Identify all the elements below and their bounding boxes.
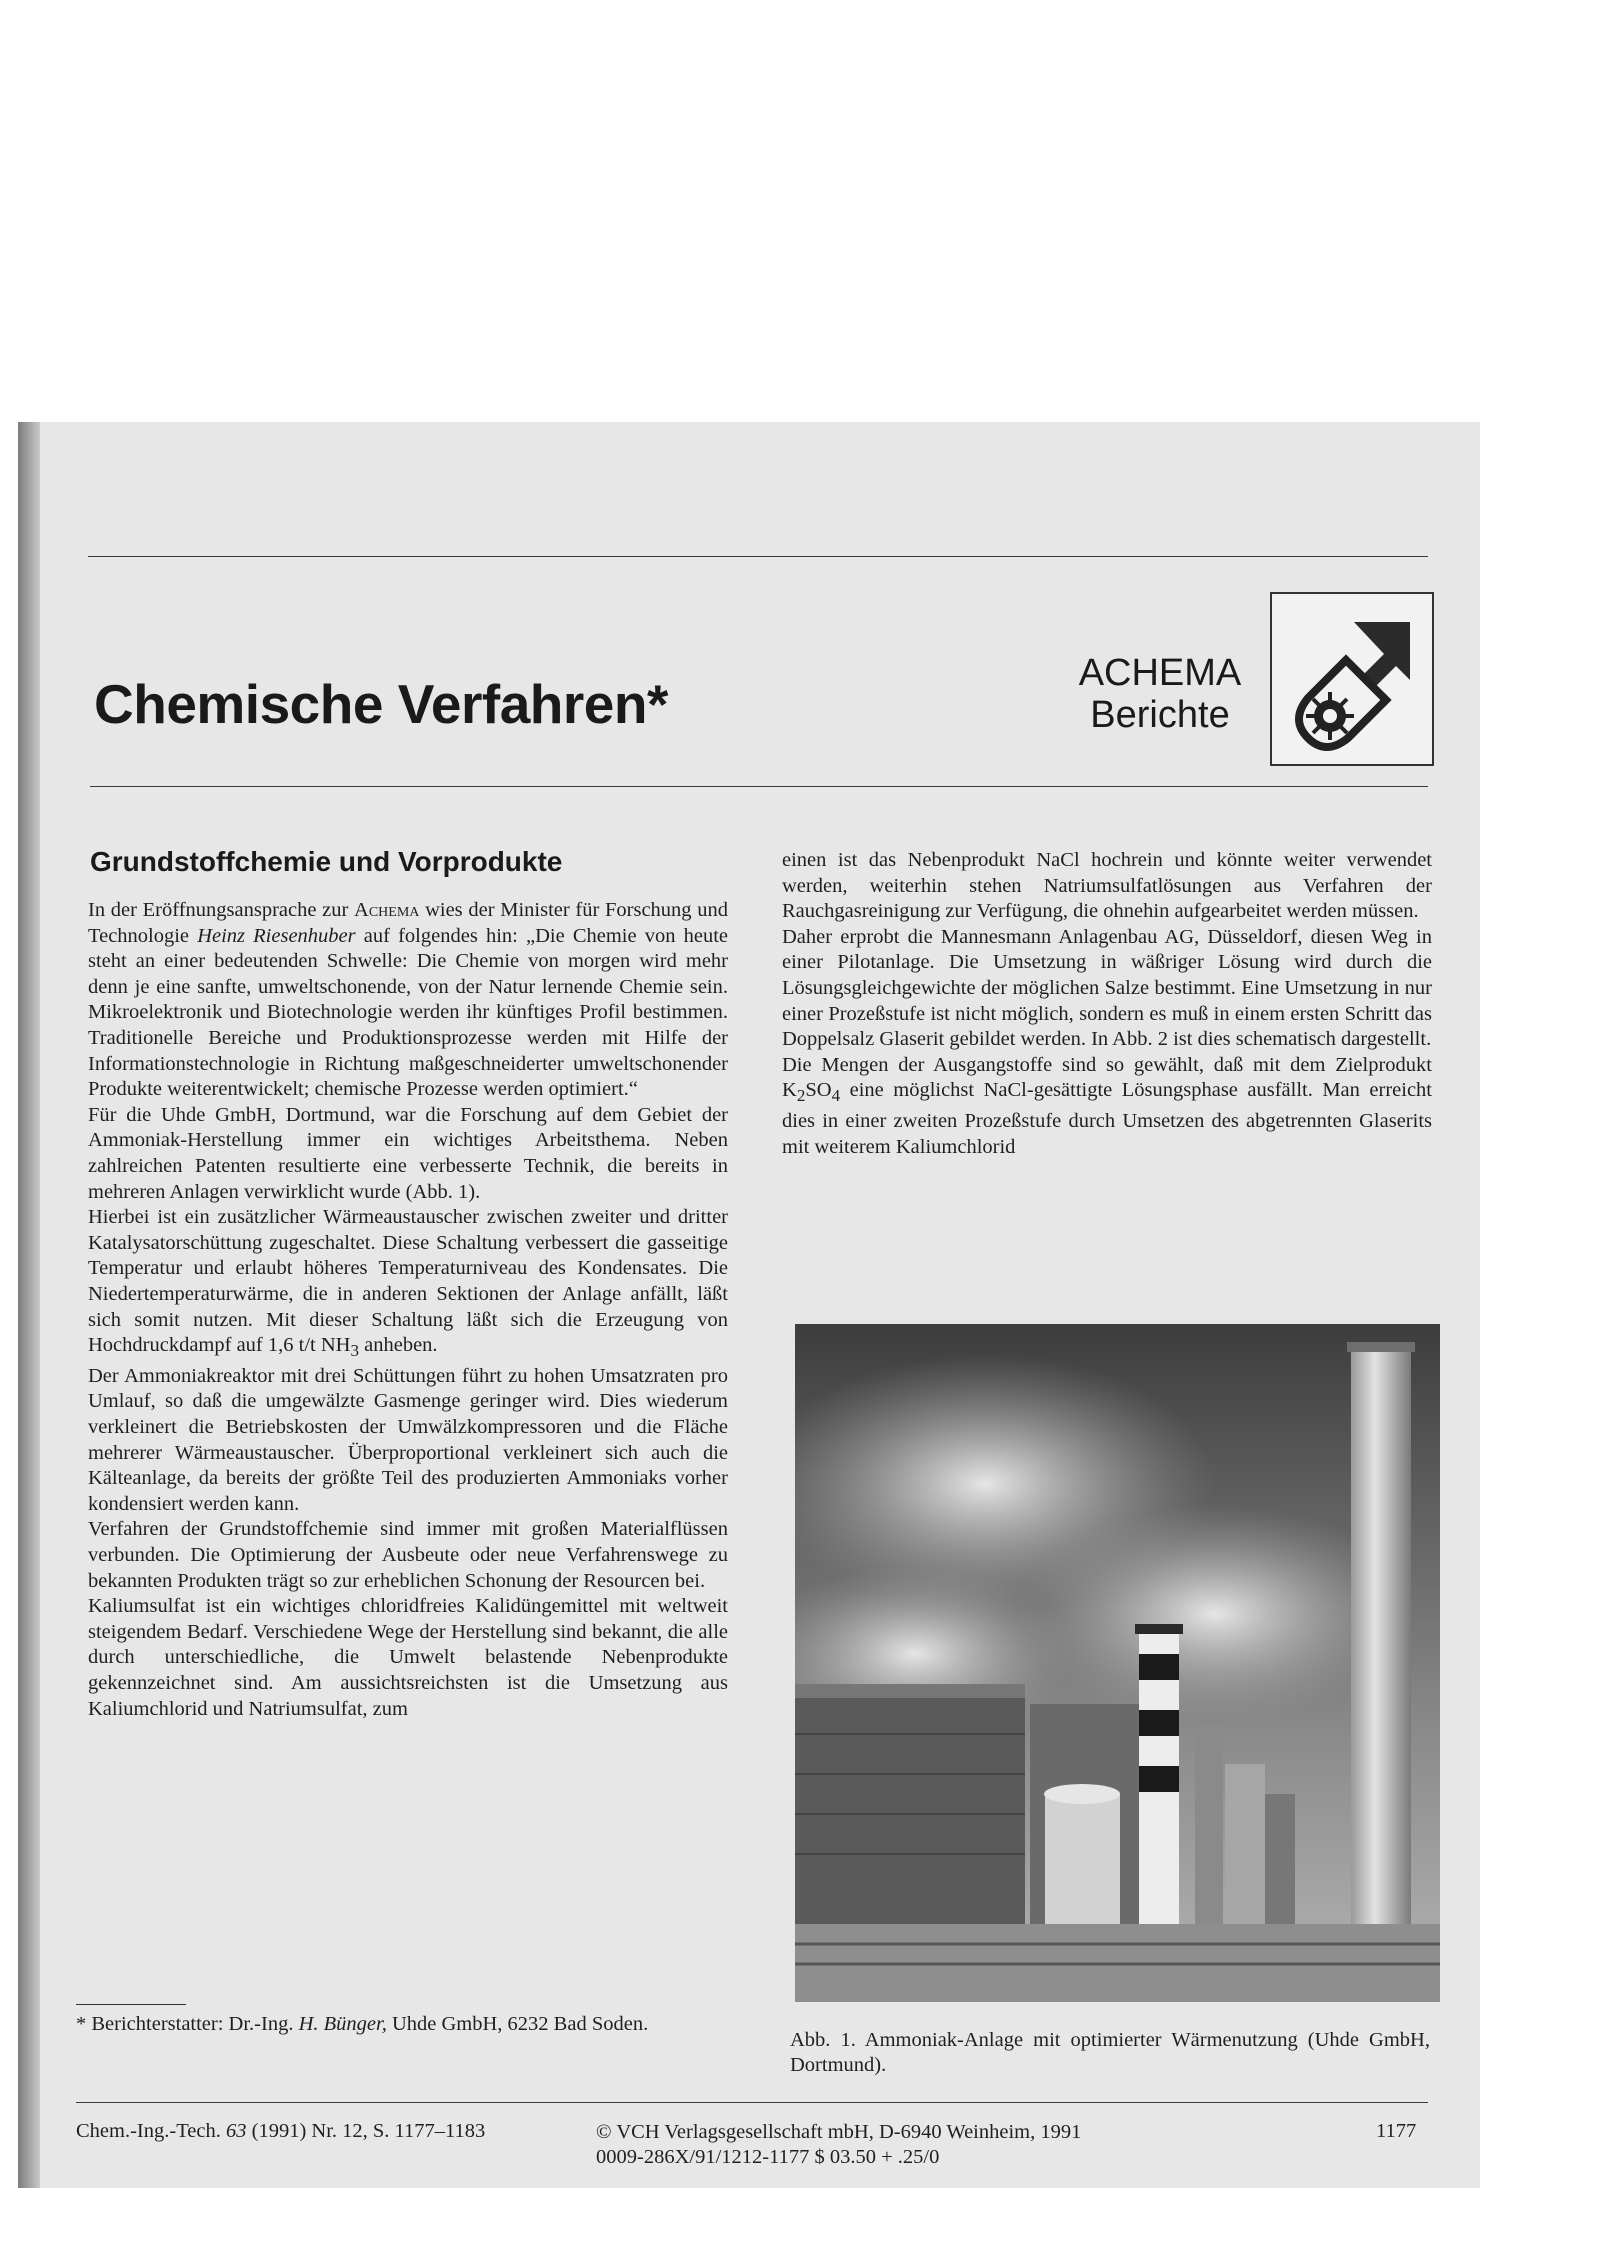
ammonia-plant-photo xyxy=(795,1324,1440,2002)
paragraph: Die Mengen der Ausgangstoffe sind so gewählt, daß mit dem Zielprodukt $K_2SO_4$ eine möglichst NaCl-gesättigte Lösungsphase ausfällt. Man erreicht dies in einer zweiten Prozeßstufe durch Umsetzen des abgetrennten Glaserits mit weiterem Kaliumchlorid xyxy=(782,1053,1432,1158)
badge-line-achema: ACHEMA xyxy=(1078,652,1242,694)
left-column xyxy=(88,898,728,1722)
paragraph: Hierbei ist ein zusätzlicher Wärmeaustauscher zwischen zweiter und dritter Katalysatorschüttung zugeschaltet. Diese Schaltung verbessert die gasseitige Temperatur und erlaubt höheres Temperaturniveau des Kondensates. Die Niedertemperaturwärme, die in anderen Sektionen der Anlage anfällt, läßt sich somit nutzen. Mit dieser Schaltung läßt sich die Erzeugung von Hochdruckdampf auf 1,6 t/t $NH_3$ anheben. xyxy=(88,1206,728,1361)
header-bottom-rule xyxy=(90,786,1428,787)
article-code: 0009-286X/91/1212-1177 $ 03.50 + .25/0 xyxy=(596,2146,940,2168)
paragraph: Kaliumsulfat ist ein wichtiges chloridfreies Kalidüngemittel mit weltweit steigendem Bedarf. Verschiedene Wege der Herstellung sind bekannt, die alle durch unterschiedliche, die Umwelt belastende Nebenprodukte gekennzeichnet sind. Am aussichtsreichsten ist die Umsetzung aus Kaliumchlorid und Natriumsulfat, zum xyxy=(88,1595,728,1720)
flask-icon xyxy=(1272,594,1432,764)
paragraph: einen ist das Nebenprodukt NaCl hochrein und könnte weiter verwendet werden, weiterhin stehen Natriumsulfatlösungen aus Verfahren der Rauchgasreinigung zur Verfügung, die ohnehin aufgearbeitet werden müssen. xyxy=(782,849,1432,923)
footnote-rule xyxy=(76,2004,186,2005)
paragraph: Verfahren der Grundstoffchemie sind immer mit großen Materialflüssen verbunden. Die Optimierung der Ausbeute oder neue Verfahrenswege zu bekannten Produkten trägt so zur erheblichen Schonung der Resourcen bei. xyxy=(88,1518,728,1592)
paragraph: In der Eröffnungsansprache zur Achema wies der Minister für Forschung und Technologie Heinz Riesenhuber auf folgendes hin: „Die Chemie von heute steht an einer bedeutenden Schwelle: Die Chemie von morgen wird mehr denn je eine sanfte, umweltschonende, von der Natur lernende Chemie sein. Mikroelektronik und Biotechnologie werden ihr künftiges Profil bestimmen. Traditionelle Bereiche und Produktionsprozesse werden mit Hilfe der Informationstechnologie in Richtung maßgeschneiderter umweltschonender Produkte weiterentwickelt; chemische Prozesse werden optimiert.“ xyxy=(88,899,729,1101)
section-title: Grundstoffchemie und Vorprodukte xyxy=(90,846,563,877)
paragraph: Für die Uhde GmbH, Dortmund, war die Forschung auf dem Gebiet der Ammoniak-Herstellung immer ein wichtiges Arbeitsthema. Neben zahlreichen Patenten resultierte eine verbesserte Technik, die bereits in mehreren Anlagen verwirklicht wurde (Abb. 1). xyxy=(88,1103,728,1203)
achema-logo xyxy=(1270,592,1434,766)
copyright-notice: © VCH Verlagsgesellschaft mbH, D-6940 Weinheim, 1991 0009-286X/91/1212-1177 $ 03.50 + .25/0 xyxy=(596,2121,1082,2168)
footnote: * Berichterstatter: Dr.-Ing. H. Bünger, Uhde GmbH, 6232 Bad Soden. xyxy=(76,2013,649,2035)
right-column xyxy=(782,848,1432,1160)
journal-citation: Chem.-Ing.-Tech. 63 (1991) Nr. 12, S. 1177–1183 xyxy=(76,2120,486,2142)
badge-line-berichte: Berichte xyxy=(1090,694,1230,736)
achema-badge xyxy=(1062,652,1258,736)
footer-rule xyxy=(76,2102,1428,2103)
page-number: 1177 xyxy=(1376,2120,1417,2142)
article-title: Chemische Verfahren* xyxy=(94,673,668,735)
paragraph: Der Ammoniakreaktor mit drei Schüttungen führt zu hohen Umsatzraten pro Umlauf, so daß die umgewälzte Gasmenge geringer wird. Dies wiederum verkleinert die Betriebskosten der Umwälzkompressoren und die Fläche mehrerer Wärmeaustauscher. Überproportional verkleinert sich auch die Kälteanlage, da bereits der größte Teil des produzierten Ammoniaks vorher kondensiert werden kann. xyxy=(88,1364,728,1515)
figure-caption: Abb. 1. Ammoniak-Anlage mit optimierter Wärmenutzung (Uhde GmbH, Dortmund). xyxy=(790,2029,1430,2076)
paragraph: Daher erprobt die Mannesmann Anlagenbau AG, Düsseldorf, diesen Weg in einer Pilotanlage. Die Umsetzung in wäßriger Lösung wird durch die Lösungsgleichgewichte der möglichen Salze bestimmt. Eine Umsetzung in nur einer Prozeßstufe ist nicht möglich, sondern es muß in einem ersten Schritt das Doppelsalz Glaserit gebildet werden. In Abb. 2 ist dies schematisch dargestellt. xyxy=(782,925,1432,1051)
top-rule xyxy=(88,556,1428,557)
